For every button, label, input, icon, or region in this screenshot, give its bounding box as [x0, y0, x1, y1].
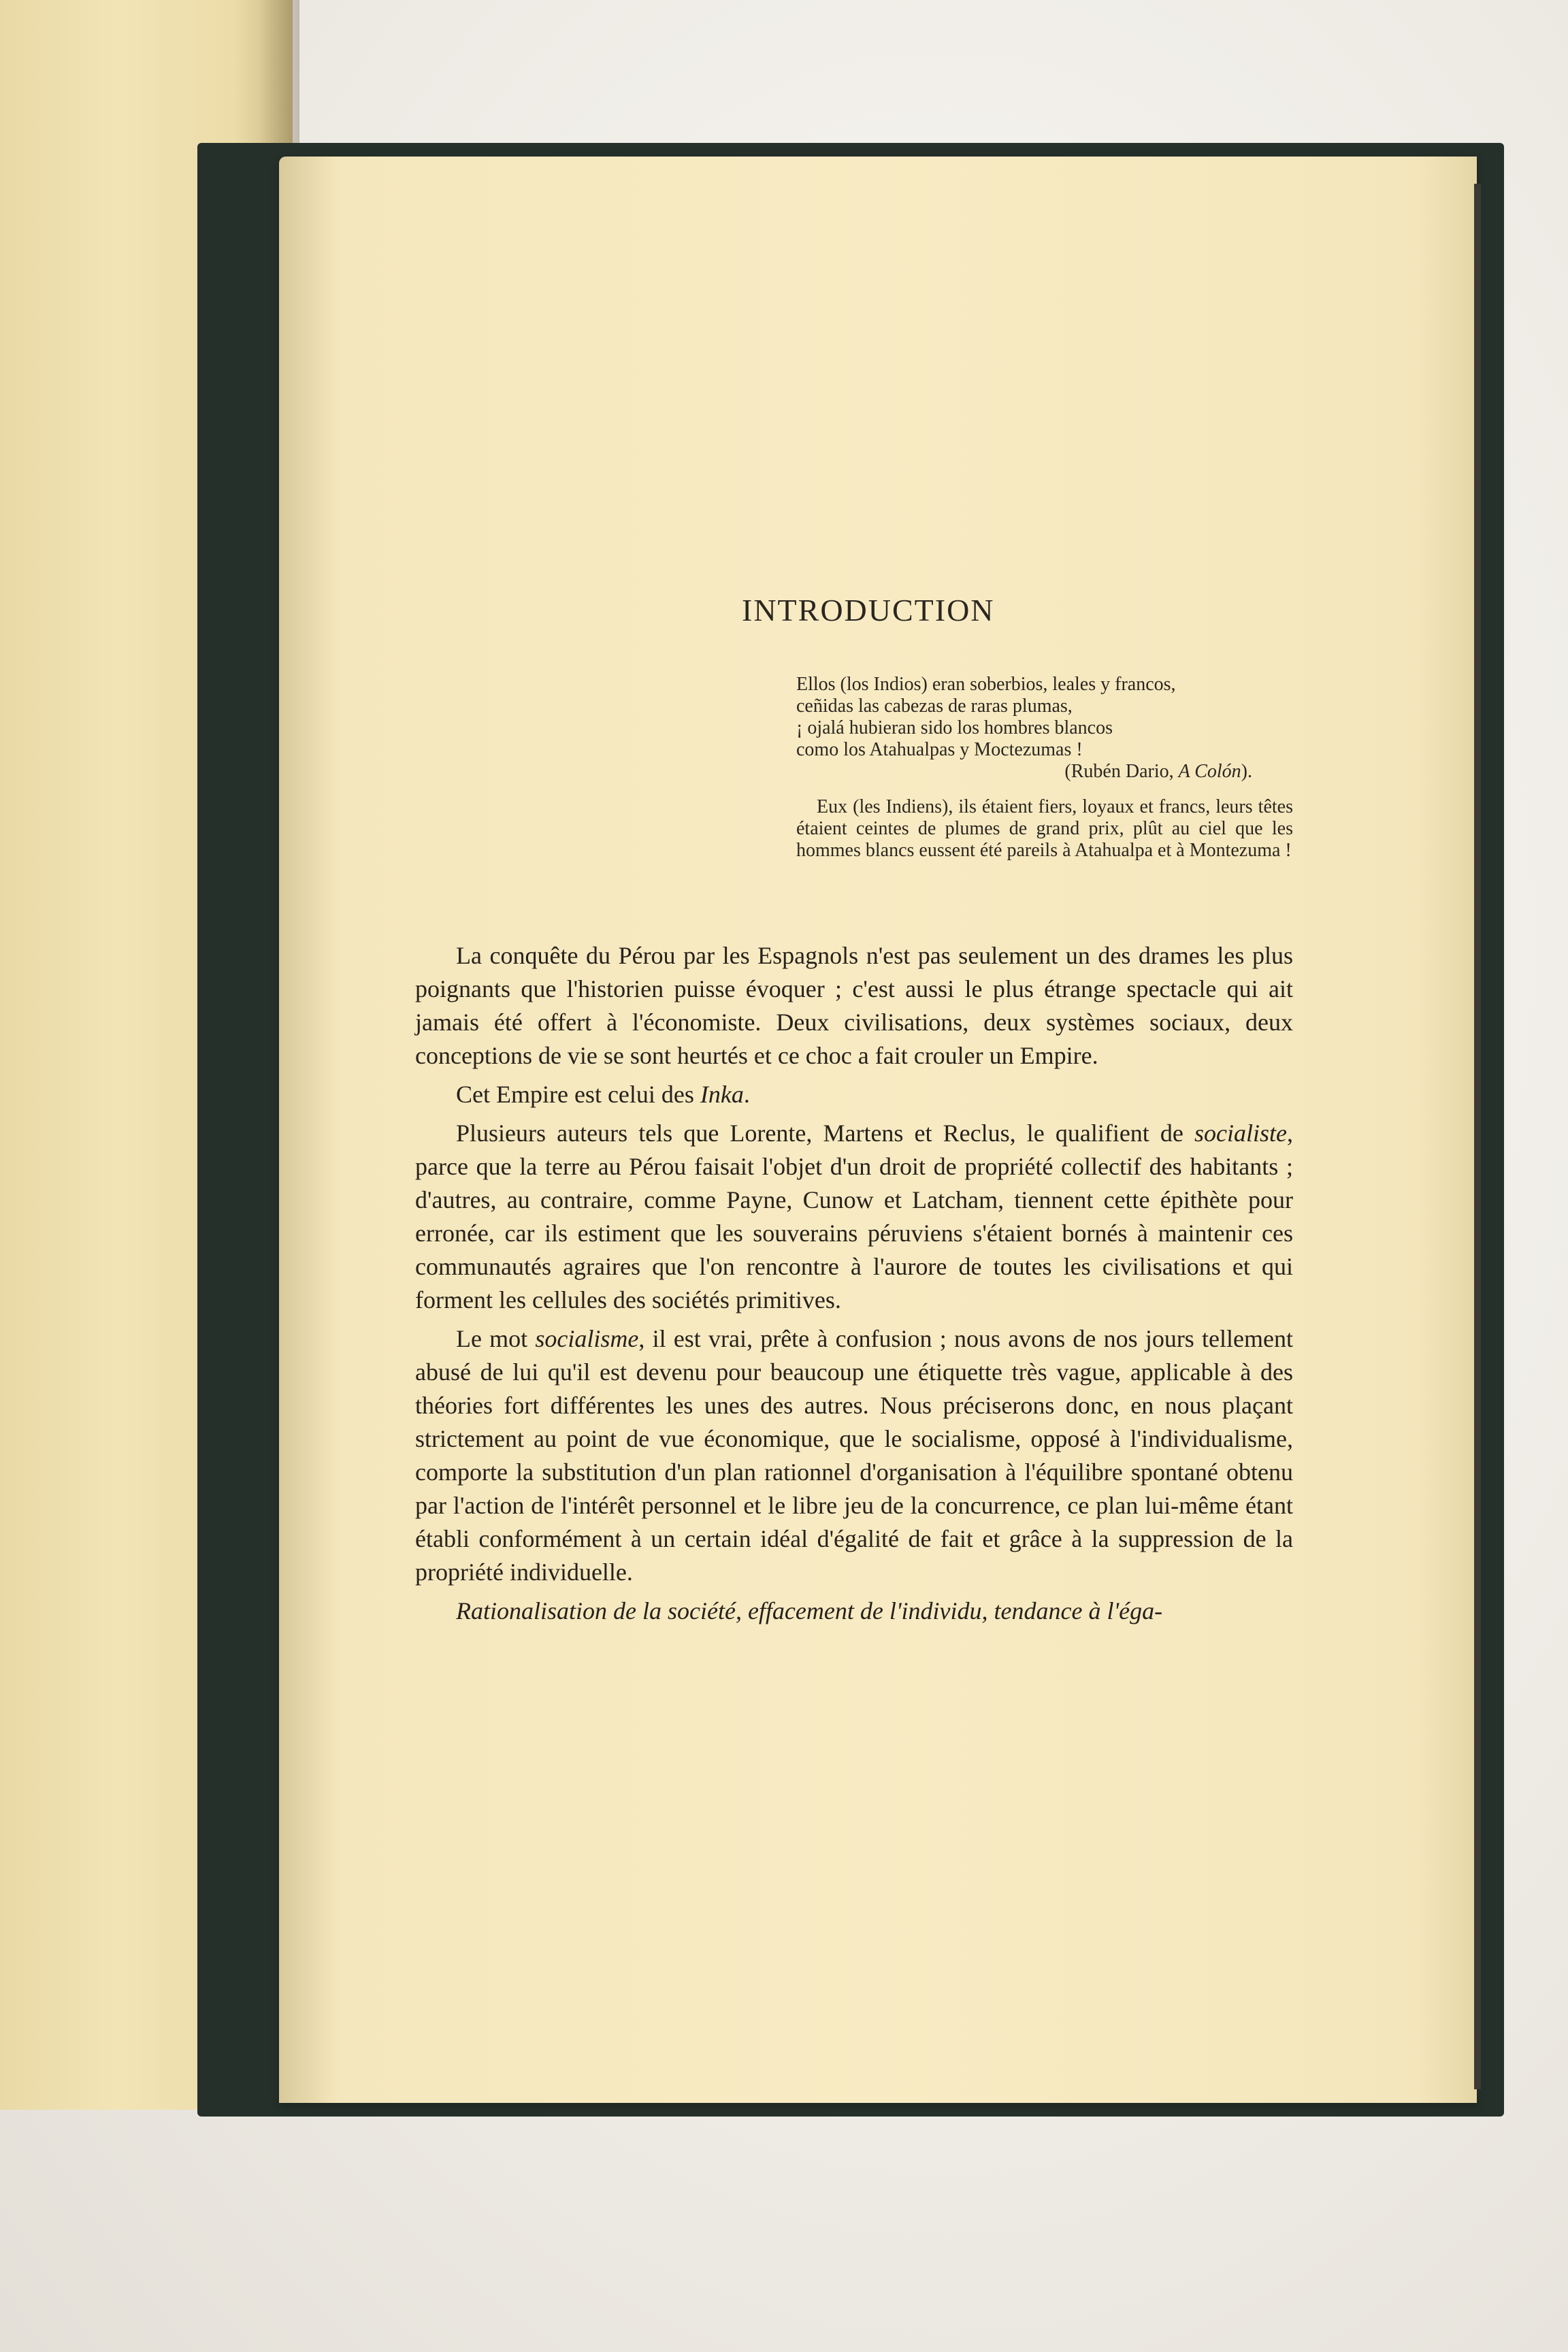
body-text [415, 939, 1293, 1633]
p3-text-b: , parce que la terre au Pérou faisait l'objet d'un droit de propriété collectif des habitants ; d'autres, au contraire, comme Payne, Cunow et Latcham, tiennent cette épithète pour erronée, car ils estiment que les souverains péruviens s'étaient bornés à maintenir ces communautés agraires que l'on rencontre à l'aurore de toutes les civilisations et qui forment les cellules des sociétés primitives. [415, 1120, 1294, 1313]
p5-emphasis: Rationalisation de la société, effacement de l'individu, tendance à l'éga- [456, 1597, 1163, 1624]
epigraph-line: como los Atahualpas y Moctezumas ! [796, 739, 1083, 760]
p4-text-a: Le mot [456, 1325, 528, 1352]
epigraph-line: Ellos (los Indios) eran soberbios, leales y francos, [796, 674, 1176, 695]
paragraph-3 [415, 1117, 1293, 1317]
attribution-prefix: (Rubén Dario, [1064, 761, 1174, 782]
page-title: INTRODUCTION [742, 593, 995, 627]
p2-end: . [743, 1081, 750, 1108]
right-page [279, 157, 1477, 2103]
epigraph-line: ceñidas las cabezas de raras plumas, [796, 696, 1073, 717]
epigraph-translation: Eux (les Indiens), ils étaient fiers, loyaux et francs, leurs têtes étaient ceintes de plumes de grand prix, plût au ciel que les hommes blancs eussent été pareils à Atahualpa et à Montezuma ! [796, 796, 1293, 861]
paragraph-1: La conquête du Pérou par les Espagnols n'est pas seulement un des drames les plus poignants que l'historien puisse évoquer ; c'est aussi le plus étrange spectacle qui ait jamais été offert à l'économiste. Deux civilisations, deux systèmes sociaux, deux conceptions de vie se sont heurtés et ce choc a fait crouler un Empire. [415, 942, 1293, 1069]
paragraph-4 [415, 1322, 1293, 1589]
attribution-suffix: ). [1241, 761, 1252, 782]
epigraph-attribution [796, 761, 1293, 783]
page-content [279, 157, 1477, 2103]
p4-text-b: , il est vrai, prête à confusion ; nous avons de nos jours tellement abusé de lui qu'il est devenu pour beaucoup une étiquette très vague, applicable à des théories fort différentes les unes des autres. Nous préciserons donc, en nous plaçant strictement au point de vue économique, que le socialisme, opposé à l'individualisme, comporte la substitution d'un plan rationnel d'organisation à l'équilibre spontané obtenu par l'action de l'intérêt personnel et le libre jeu de la concurrence, ce plan lui-même étant établi conformément à un certain idéal d'égalité de fait et grâce à la suppression de la propriété individuelle. [415, 1325, 1293, 1586]
paragraph-2 [415, 1078, 1293, 1111]
p3-emphasis: socialiste [1194, 1120, 1288, 1147]
epigraph-spanish [796, 674, 1293, 783]
paragraph-5 [415, 1595, 1293, 1628]
p2-text: Cet Empire est celui des [456, 1081, 694, 1108]
p2-emphasis: Inka [700, 1081, 744, 1108]
p4-emphasis: socialisme [535, 1325, 639, 1352]
epigraph-french [796, 796, 1293, 862]
attribution-work: A Colón [1178, 761, 1241, 782]
epigraph-line: ¡ ojalá hubieran sido los hombres blancos [796, 717, 1113, 738]
p3-text-a: Plusieurs auteurs tels que Lorente, Martens et Reclus, le qualifient de [456, 1120, 1183, 1147]
